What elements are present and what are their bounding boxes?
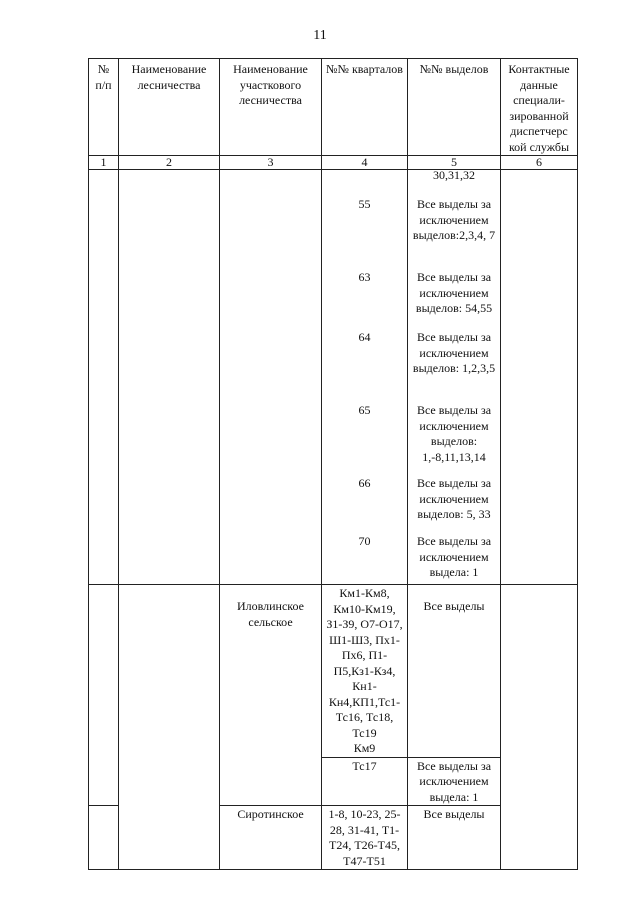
cell-empty: [220, 170, 322, 585]
plots-entry: Все выделы за исключением выделов: 5, 33: [416, 476, 492, 521]
continuation-quarters-cell: [322, 170, 408, 585]
column-number-row: [89, 156, 578, 170]
column-number: 5: [408, 156, 501, 170]
quarter-entry: 63: [358, 270, 371, 284]
quarter-entry: 64: [358, 330, 371, 344]
plots-entry: Все выделы за исключением выделов: 54,55: [415, 270, 493, 315]
cell-empty: [119, 585, 220, 870]
header-col-contacts: Контактные данные специали-зированной диспетчерс кой службы: [501, 59, 578, 156]
plots-entry: Все выделы за исключением выделов: 1,2,3,5: [412, 330, 496, 375]
group-row-ilovlinskoe: [89, 585, 578, 758]
quarter-entry: 55: [358, 197, 371, 211]
quarters-cell: 1-8, 10-23, 25-28, 31-41, Т1-Т24, Т26-Т45, Т47-Т51: [322, 806, 408, 870]
cell-empty: [89, 170, 119, 585]
column-number: 3: [220, 156, 322, 170]
carryover-plots: 30,31,32: [433, 169, 475, 182]
plots-cell: Все выделы за исключением выдела: 1: [408, 757, 501, 806]
header-col-district: Наименование участкового лесничества: [220, 59, 322, 156]
column-number: 1: [89, 156, 119, 170]
page-number: 11: [313, 28, 327, 43]
header-col-quarters: №№ кварталов: [322, 59, 408, 156]
district-name: Иловлинское сельское: [220, 585, 322, 806]
header-col-plots: №№ выделов: [408, 59, 501, 156]
cell-empty: [89, 585, 119, 806]
cell-empty: [89, 806, 119, 870]
plots-cell: Все выделы: [408, 585, 501, 758]
cell-empty: [501, 585, 578, 870]
cell-empty: [501, 170, 578, 585]
header-row: [89, 59, 578, 156]
header-col-number: № п/п: [89, 59, 119, 156]
plots-entry: Все выделы за исключением выдела: 1: [416, 534, 492, 579]
continuation-row: [89, 170, 578, 585]
forestry-table: [88, 58, 578, 870]
column-number: 2: [119, 156, 220, 170]
plots-entry: Все выделы за исключением выделов: 1,-8,11,13,14: [416, 403, 492, 464]
plots-cell: Все выделы: [408, 806, 501, 870]
column-number: 6: [501, 156, 578, 170]
quarters-cell: Км1-Км8, Км10-Км19, З1-З9, О7-О17, Ш1-Ш3, Пх1-Пх6, П1-П5,Кз1-Кз4, Кн1-Кн4,КП1,Тс1-Тс16, Тс18, Тс19 Км9: [322, 585, 408, 758]
quarter-entry: 70: [358, 534, 371, 548]
cell-empty: [119, 170, 220, 585]
plots-entry: Все выделы за исключением выделов:2,3,4, 7: [412, 197, 496, 242]
quarter-entry: 66: [358, 476, 371, 490]
quarter-entry: 65: [358, 403, 371, 417]
column-number: 4: [322, 156, 408, 170]
quarters-cell: Тс17: [322, 757, 408, 806]
district-name: Сиротинское: [220, 806, 322, 870]
header-col-forestry: Наименование лесничества: [119, 59, 220, 156]
continuation-plots-cell: [408, 170, 501, 585]
